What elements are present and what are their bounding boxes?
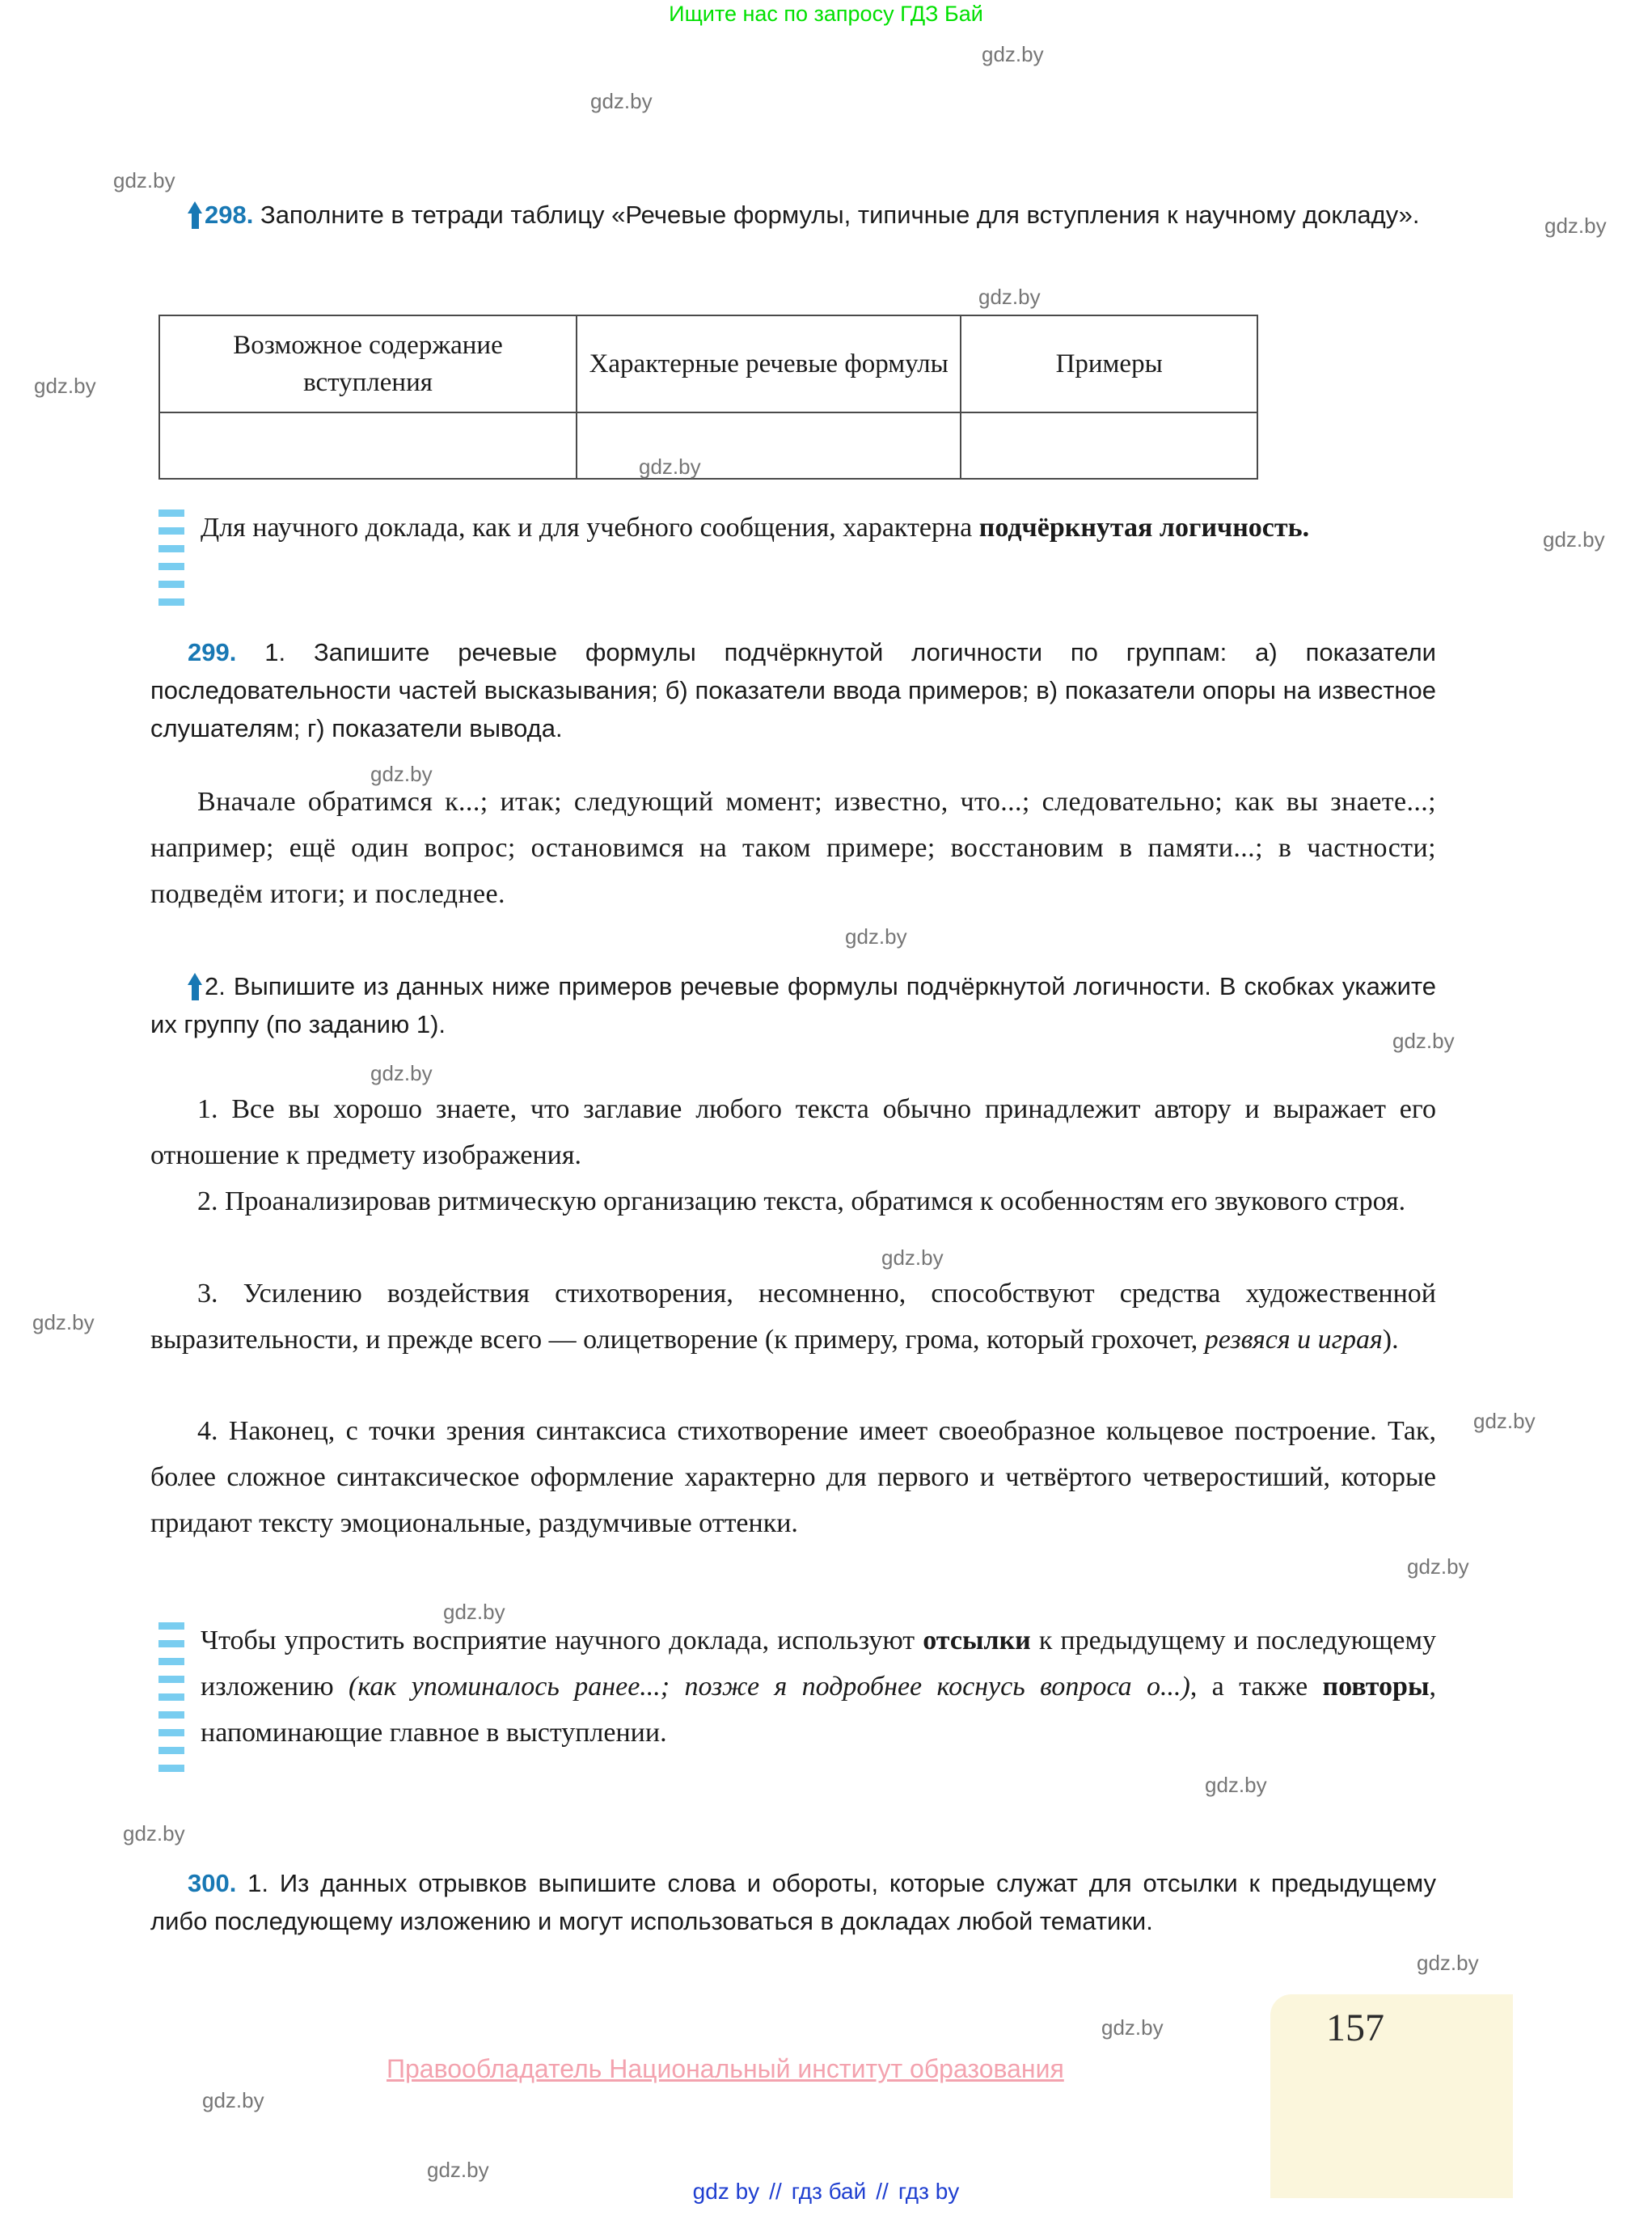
watermark: gdz.by [123, 1821, 185, 1846]
note-box-1 [158, 505, 1436, 616]
example-3-body-after: ). [1382, 1325, 1399, 1355]
exercise-299-formulas-text: Вначале обратимся к...; итак; следующий момент; известно, что...; следовательно; как вы знаете...; например; ещё один вопрос; остановимся на таком примере; восстановим в памяти...; в частности; подведём итоги; и последнее. [150, 787, 1436, 909]
watermark: gdz.by [1417, 1951, 1479, 1975]
note-1-plain: Для научного доклада, как и для учебного сообщения, характерна [201, 513, 979, 543]
example-4-text [150, 1408, 1436, 1546]
table-row [159, 412, 1257, 479]
speech-formulas-table-wrap [158, 315, 1258, 480]
arrow-up-icon [188, 201, 201, 229]
bottom-links[interactable] [0, 2179, 1652, 2205]
exercise-299-formulas [150, 779, 1436, 917]
note-box-1-text [201, 505, 1436, 551]
note-2-italic: (как упоминалось ранее...; позже я подробнее коснусь вопроса о...) [349, 1672, 1190, 1702]
table-cell-1 [159, 412, 577, 479]
example-1-text [150, 1086, 1436, 1178]
note-marker-bar-1 [158, 509, 188, 616]
watermark: gdz.by [1407, 1554, 1469, 1579]
footer-link[interactable]: гдз бай [791, 2179, 867, 2204]
watermark: gdz.by [845, 924, 907, 949]
table-header-row [159, 315, 1257, 412]
exercise-300-number: 300. [188, 1869, 237, 1897]
exercise-299-task-1 [150, 633, 1436, 747]
exercise-299-task1-paragraph [150, 633, 1436, 747]
watermark: gdz.by [978, 285, 1041, 309]
watermark: gdz.by [1543, 527, 1605, 552]
arrow-up-icon-2 [188, 973, 201, 1000]
example-2-text [150, 1178, 1436, 1224]
watermark: gdz.by [34, 374, 96, 398]
note-2-p1: Чтобы упростить восприятие научного доклада, используют [201, 1626, 923, 1655]
exercise-300-text: 1. Из данных отрывков выпишите слова и обороты, которые служат для отсылки к предыдущему либо последующему изложению и могут использоваться в докладах любой тематики. [150, 1869, 1436, 1935]
exercise-299-number: 299. [188, 638, 237, 666]
watermark: gdz.by [427, 2158, 489, 2182]
watermark: gdz.by [590, 89, 653, 113]
table-cell-2 [577, 412, 961, 479]
watermark: gdz.by [113, 168, 175, 192]
link-separator: // [769, 2179, 782, 2204]
exercise-300 [150, 1864, 1436, 1940]
table-header-cell-3: Примеры [961, 315, 1257, 412]
footer-link[interactable]: гдз by [898, 2179, 960, 2204]
watermark: gdz.by [202, 2088, 264, 2112]
exercise-300-paragraph [150, 1864, 1436, 1940]
table-header-cell-2: Характерные речевые формулы [577, 315, 961, 412]
watermark: gdz.by [1205, 1773, 1267, 1797]
example-4-body: 4. Наконец, с точки зрения синтаксиса стихотворение имеет своеобразное кольцевое построение. Так, более сложное синтаксическое оформление характерно для первого и четвёртого четверостиший, которые придают тексту эмоциональные, раздумчивые оттенки. [150, 1416, 1436, 1538]
note-box-2 [158, 1617, 1436, 1782]
exercise-298-number: 298. [205, 201, 254, 229]
watermark: gdz.by [1544, 214, 1607, 238]
note-2-b1: отсылки [923, 1626, 1031, 1655]
exercise-299-task2-paragraph [150, 967, 1436, 1043]
exercise-299-task2-text: 2. Выпишите из данных ниже примеров речевые формулы подчёркнутой логичности. В скобках укажите их группу (по заданию 1). [150, 972, 1436, 1038]
note-2-p2: к предыдущему и последующему изложению [201, 1626, 1436, 1702]
example-item-1 [150, 1086, 1436, 1178]
example-item-2 [150, 1178, 1436, 1224]
note-2-b2: повторы [1322, 1672, 1430, 1702]
exercise-299-task-2 [150, 967, 1436, 1043]
watermark: gdz.by [881, 1245, 944, 1270]
example-1-body: 1. Все вы хорошо знаете, что заглавие любого текста обычно принадлежит автору и выражает его отношение к предмету изображения. [150, 1094, 1436, 1170]
example-3-italic: резвяся и играя [1204, 1325, 1383, 1355]
exercise-298-paragraph [150, 196, 1436, 234]
watermark: gdz.by [370, 762, 433, 786]
table-cell-3 [961, 412, 1257, 479]
example-2-body: 2. Проанализировав ритмическую организацию текста, обратимся к особенностям его звукового строя. [197, 1186, 1406, 1216]
exercise-299-task1-text: 1. Запишите речевые формулы подчёркнутой логичности по группам: а) показатели последовательности частей высказывания; б) показатели ввода примеров; в) показатели опоры на известное слушателям; г) показатели вывода. [150, 638, 1436, 742]
watermark: gdz.by [982, 42, 1044, 66]
speech-formulas-table [158, 315, 1258, 480]
example-3-text [150, 1271, 1436, 1363]
top-promo-banner: Ищите нас по запросу ГДЗ Бай [669, 2, 983, 26]
watermark: gdz.by [443, 1600, 505, 1624]
watermark: gdz.by [639, 455, 701, 479]
note-2-p3: , а также [1189, 1672, 1323, 1702]
watermark: gdz.by [1473, 1409, 1536, 1433]
link-separator: // [876, 2179, 889, 2204]
footer-link[interactable]: gdz by [692, 2179, 760, 2204]
watermark: gdz.by [1392, 1029, 1455, 1053]
page-number: 157 [1326, 2006, 1384, 2049]
watermark: gdz.by [32, 1310, 95, 1334]
exercise-299-formulas-paragraph [150, 779, 1436, 917]
example-item-4 [150, 1408, 1436, 1546]
example-3-body-before: 3. Усилению воздействия стихотворения, несомненно, способствуют средства художественной выразительности, и прежде всего — олицетворение (к примеру, грома, который грохочет, [150, 1279, 1436, 1355]
note-1-bold: подчёркнутая логичность. [978, 513, 1310, 543]
note-marker-bar-2 [158, 1622, 188, 1782]
exercise-298 [150, 196, 1436, 234]
note-2-p4: , напоминающие главное в выступлении. [201, 1672, 1437, 1748]
table-header-cell-1: Возможное содержание вступления [159, 315, 577, 412]
exercise-298-text: Заполните в тетради таблицу «Речевые формулы, типичные для вступления к научному докладу». [260, 201, 1420, 229]
watermark: gdz.by [370, 1061, 433, 1085]
note-box-2-text [201, 1617, 1436, 1756]
watermark: gdz.by [1101, 2015, 1164, 2040]
copyright-notice: Правообладатель Национальный институт образования [387, 2054, 1064, 2083]
page-corner-block [1270, 1994, 1513, 2198]
example-item-3 [150, 1271, 1436, 1363]
